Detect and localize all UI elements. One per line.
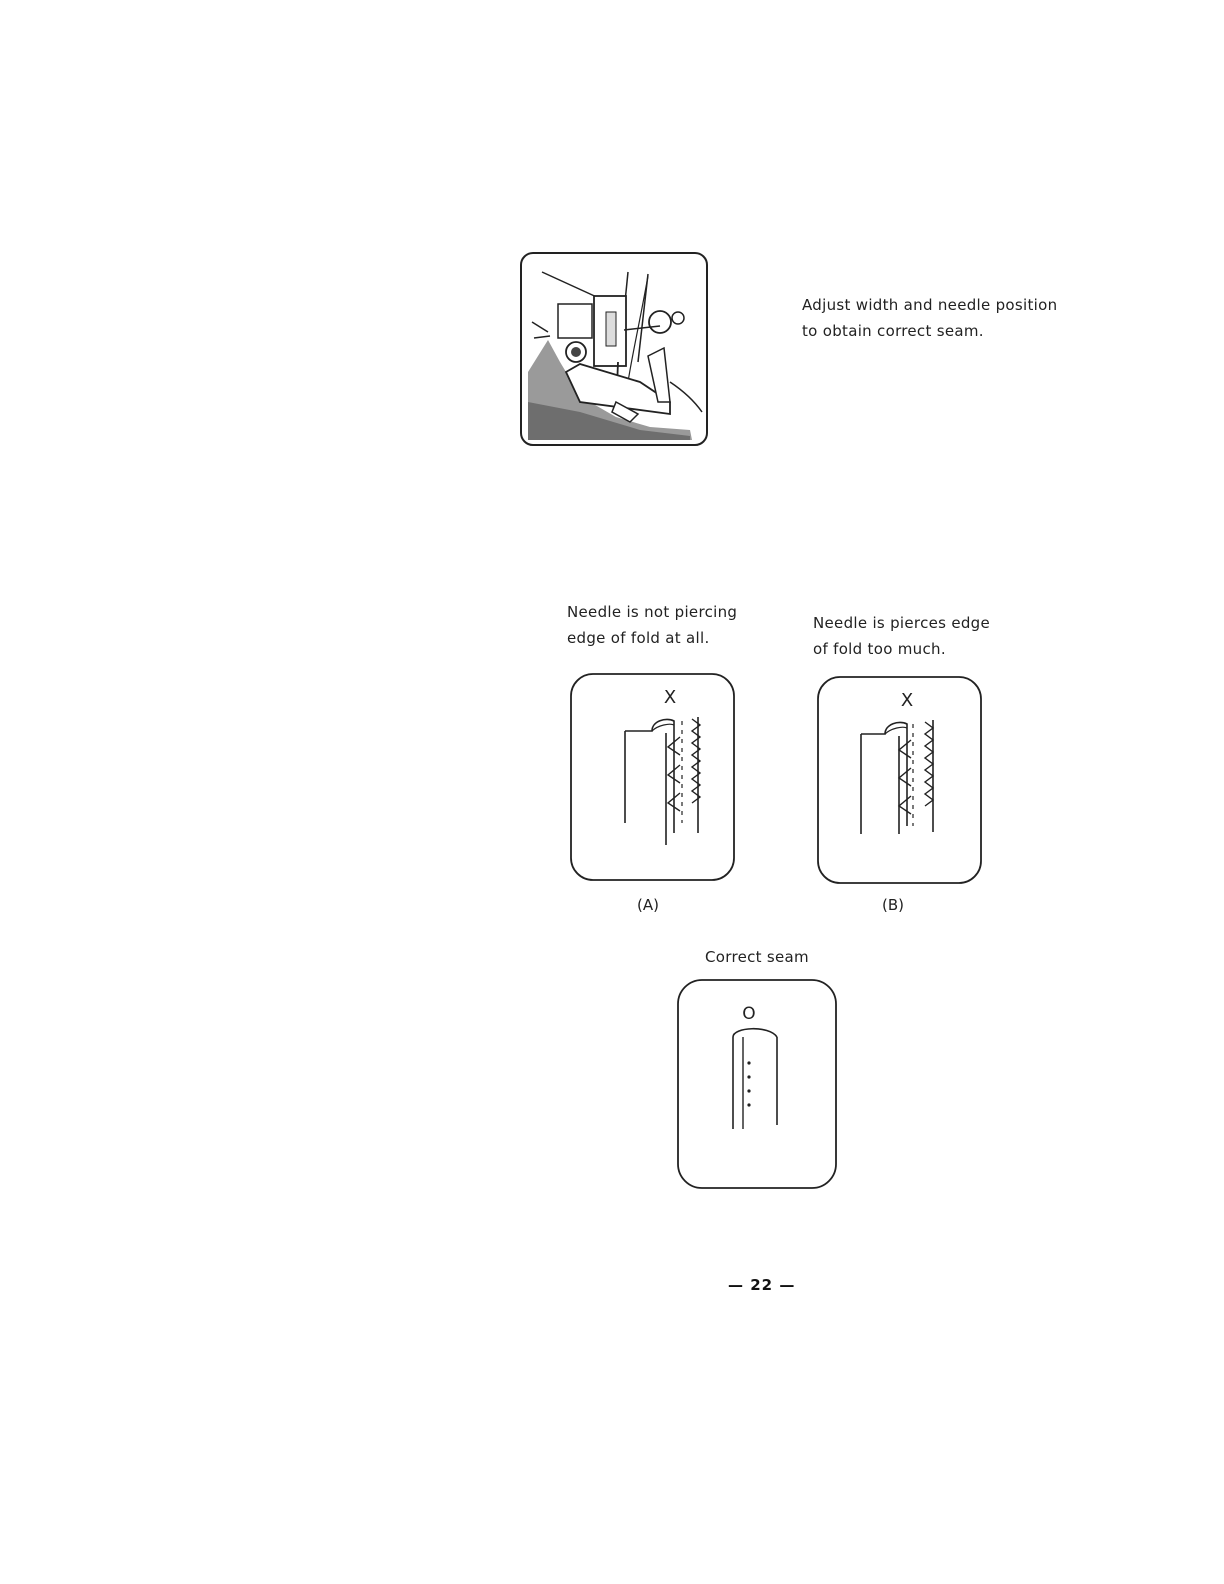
panel-a-note-line-1: Needle is not piercing: [567, 603, 738, 621]
adjust-instruction: [802, 292, 1057, 344]
correct-seam-mark: O: [742, 1004, 756, 1024]
correct-seam-diagram: [677, 979, 839, 1191]
panel-a-diagram: [570, 673, 736, 883]
adjust-line-2: to obtain correct seam.: [802, 322, 984, 340]
panel-a-note: [567, 599, 737, 651]
adjust-line-1: Adjust width and needle position: [802, 296, 1058, 314]
panel-b-note: [813, 610, 990, 662]
sewing-machine-illustration: [520, 252, 710, 448]
panel-a-mark: X: [663, 687, 677, 708]
panel-b-note-line-1: Needle is pierces edge: [813, 614, 991, 632]
panel-a-note-line-2: edge of fold at all.: [567, 629, 710, 647]
panel-a-caption: (A): [637, 896, 659, 914]
panel-b-mark: X: [900, 690, 914, 711]
panel-b-caption: (B): [882, 896, 904, 914]
page-number: — 22 —: [728, 1276, 796, 1294]
panel-b-note-line-2: of fold too much.: [813, 640, 946, 658]
correct-seam-title: Correct seam: [705, 948, 809, 966]
panel-b-diagram: [817, 676, 983, 886]
